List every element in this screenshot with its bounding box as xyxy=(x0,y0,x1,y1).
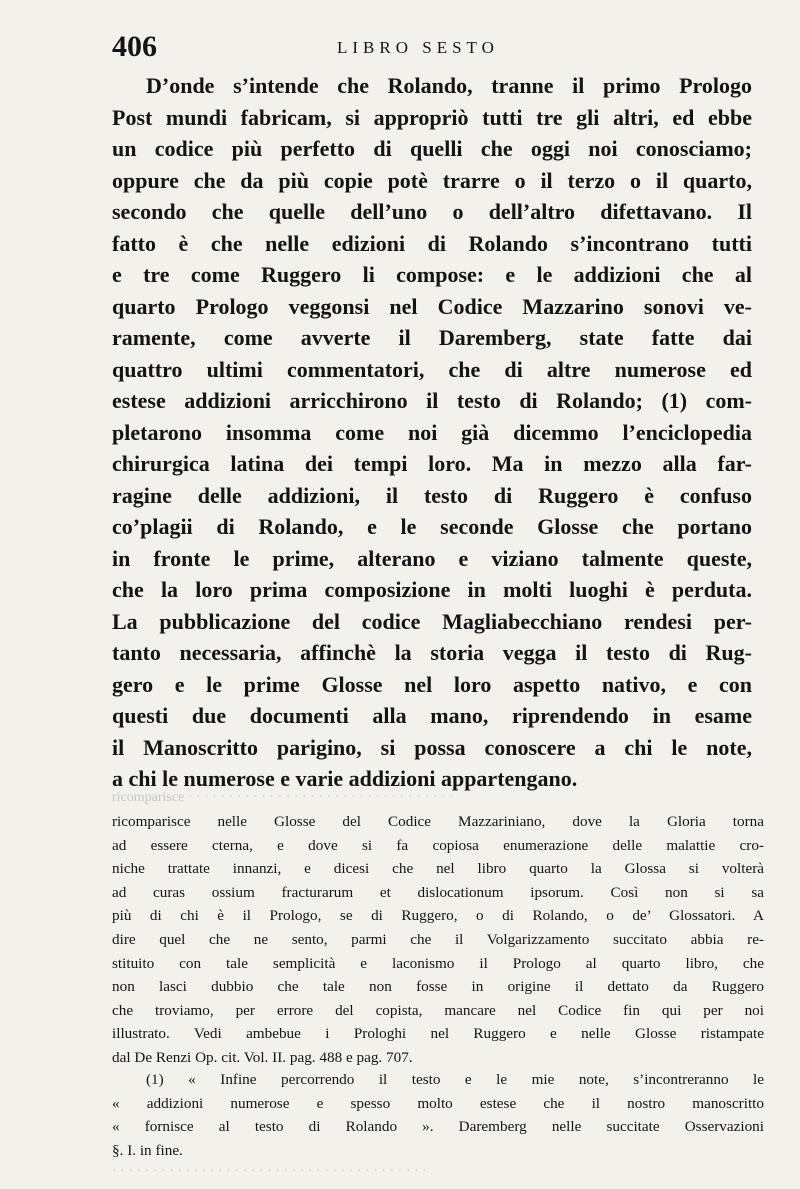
main-text xyxy=(112,70,752,795)
body-line: tanto necessaria, affinchè la storia vegga il testo di Rug- xyxy=(112,640,752,665)
page-number: 406 xyxy=(112,30,157,63)
note-line: ad curas ossium fracturarum et dislocationum ipsorum. Così non si sa xyxy=(112,883,764,901)
note-line: che troviamo, per errore del copista, mancare nel Codice fin qui per noi xyxy=(112,1001,764,1019)
body-line: oppure che da più copie potè trarre o il terzo o il quarto, xyxy=(112,167,752,193)
body-line: ragine delle addizioni, il testo di Ruggero è confuso xyxy=(112,482,752,508)
body-line: a chi le numerose e varie addizioni appartengano. xyxy=(112,766,578,791)
note-line: illustrato. Vedi ambebue i Prologhi nel Ruggero e nelle Glosse ristampate xyxy=(112,1025,764,1043)
body-line: questi due documenti alla mano, riprendendo in esame xyxy=(112,703,752,728)
body-line: gero e le prime Glosse nel loro aspetto nativo, e con xyxy=(112,671,752,697)
note-line: più di chi è il Prologo, se di Ruggero, o di Rolando, o de’ Glossatori. A xyxy=(112,907,764,925)
running-head: LIBRO SESTO xyxy=(337,38,499,57)
body-line: pletarono insomma come noi già dicemmo l’enciclopedia xyxy=(112,419,752,445)
body-line: quarto Prologo veggonsi nel Codice Mazzarino sonovi ve- xyxy=(112,293,752,319)
note-continuation xyxy=(112,810,764,1070)
note-line: dal De Renzi Op. cit. Vol. II. pag. 488 e pag. 707. xyxy=(112,1048,413,1066)
body-line: e tre come Ruggero li compose: e le addizioni che al xyxy=(112,262,752,287)
body-line: fatto è che nelle edizioni di Rolando s’incontrano tutti xyxy=(112,230,752,256)
footnote-line: (1) « Infine percorrendo il testo e le mie note, s’incontreranno le xyxy=(146,1071,764,1088)
body-line: secondo che quelle dell’uno o dell’altro difettavano. Il xyxy=(112,199,752,224)
body-line: estese addizioni arricchirono il testo di Rolando; (1) com- xyxy=(112,388,752,413)
body-line: quattro ultimi commentatori, che di altre numerose ed xyxy=(112,356,752,382)
body-line: il Manoscritto parigino, si possa conoscere a chi le note, xyxy=(112,734,752,760)
body-line: un codice più perfetto di quelli che oggi noi conosciamo; xyxy=(112,136,752,161)
note-line: ricomparisce nelle Glosse del Codice Mazzariniano, dove la Gloria torna xyxy=(112,813,764,830)
note-line: niche trattate innanzi, e dicesi che nel libro quarto la Glossa si volterà xyxy=(112,860,764,878)
footnote xyxy=(112,1068,764,1162)
note-line: stituito con tale semplicità e laconismo il Prologo al quarto libro, che xyxy=(112,954,764,972)
show-through-text: ricomparisce · · · · · · · · · · · · · · · · · · · · · · · · · · · · · · · · · xyxy=(112,790,454,805)
body-line: co’plagii di Rolando, e le seconde Glosse che portano xyxy=(112,514,752,539)
page-header xyxy=(112,30,762,64)
body-line: in fronte le prime, alterano e viziano talmente queste, xyxy=(112,545,752,571)
footnote-line: « addizioni numerose e spesso molto estese che il nostro manoscritto xyxy=(112,1094,764,1112)
note-line: non lasci dubbio che tale non fosse in origine il dettato da Ruggero xyxy=(112,978,764,996)
body-line: che la loro prima composizione in molti luoghi è perduta. xyxy=(112,577,752,602)
show-through-text: · · · · · · · · · · · · · · · · · · · · · · · · · · · · · · · · · · · · · · · xyxy=(112,1164,427,1179)
note-line: ad essere cterna, e dove si fa copiosa enumerazione delle malattie cro- xyxy=(112,836,764,854)
body-line: Post mundi fabricam, si appropriò tutti tre gli altri, ed ebbe xyxy=(112,104,752,130)
body-line: D’onde s’intende che Rolando, tranne il primo Prologo xyxy=(146,73,752,98)
body-line: La pubblicazione del codice Magliabecchiano rendesi per- xyxy=(112,608,752,634)
footnote-line: §. I. in fine. xyxy=(112,1141,183,1159)
body-line: ramente, come avverte il Daremberg, state fatte dai xyxy=(112,325,752,350)
body-line: chirurgica latina dei tempi loro. Ma in mezzo alla far- xyxy=(112,451,752,476)
note-line: dire quel che ne sento, parmi che il Volgarizzamento succitato abbia re- xyxy=(112,930,764,948)
footnote-line: « fornisce al testo di Rolando ». Daremberg nelle succitate Osservazioni xyxy=(112,1118,764,1136)
